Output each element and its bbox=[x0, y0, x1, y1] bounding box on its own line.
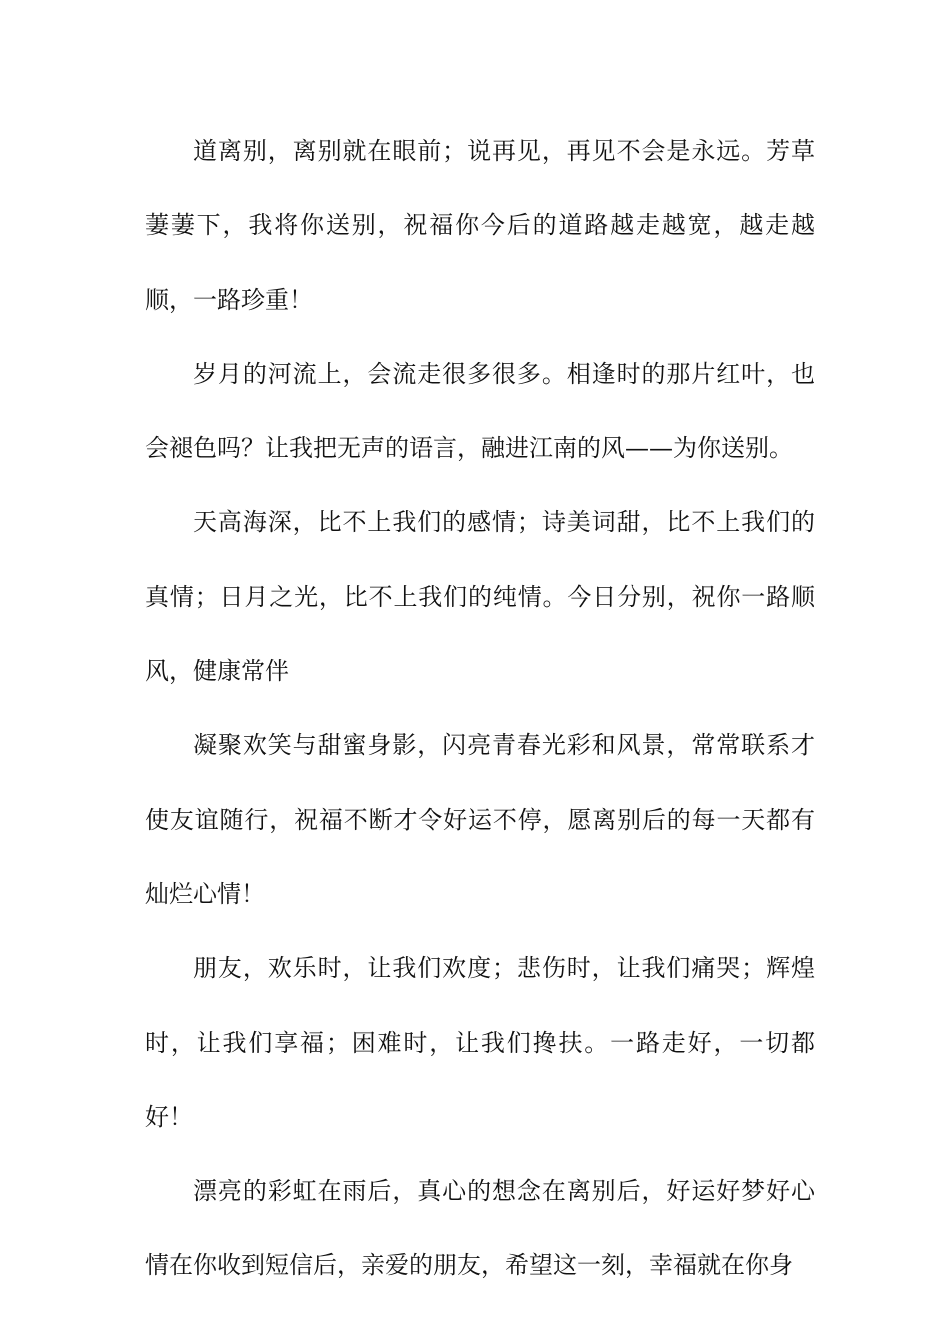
paragraph-2: 岁月的河流上，会流走很多很多。相逢时的那片红叶，也会褪色吗？让我把无声的语言，融进江南的风——为你送别。 bbox=[145, 359, 815, 463]
paragraph-6: 漂亮的彩虹在雨后，真心的想念在离别后，好运好梦好心情在你收到短信后，亲爱的朋友，希望这一刻，幸福就在你身 bbox=[145, 1177, 815, 1280]
paragraph-3: 天高海深，比不上我们的感情；诗美词甜，比不上我们的真情；日月之光，比不上我们的纯情。今日分别，祝你一路顺风，健康常伴 bbox=[145, 508, 815, 686]
paragraph-5: 朋友，欢乐时，让我们欢度；悲伤时，让我们痛哭；辉煌时，让我们享福；困难时，让我们搀扶。一路走好，一切都好！ bbox=[145, 954, 815, 1131]
paragraph-4: 凝聚欢笑与甜蜜身影，闪亮青春光彩和风景，常常联系才使友谊随行，祝福不断才令好运不停，愿离别后的每一天都有灿烂心情！ bbox=[145, 731, 815, 908]
paragraph-1: 道离别，离别就在眼前；说再见，再见不会是永远。芳草萋萋下，我将你送别，祝福你今后的道路越走越宽，越走越顺，一路珍重！ bbox=[145, 137, 815, 314]
document-body bbox=[145, 114, 815, 1303]
